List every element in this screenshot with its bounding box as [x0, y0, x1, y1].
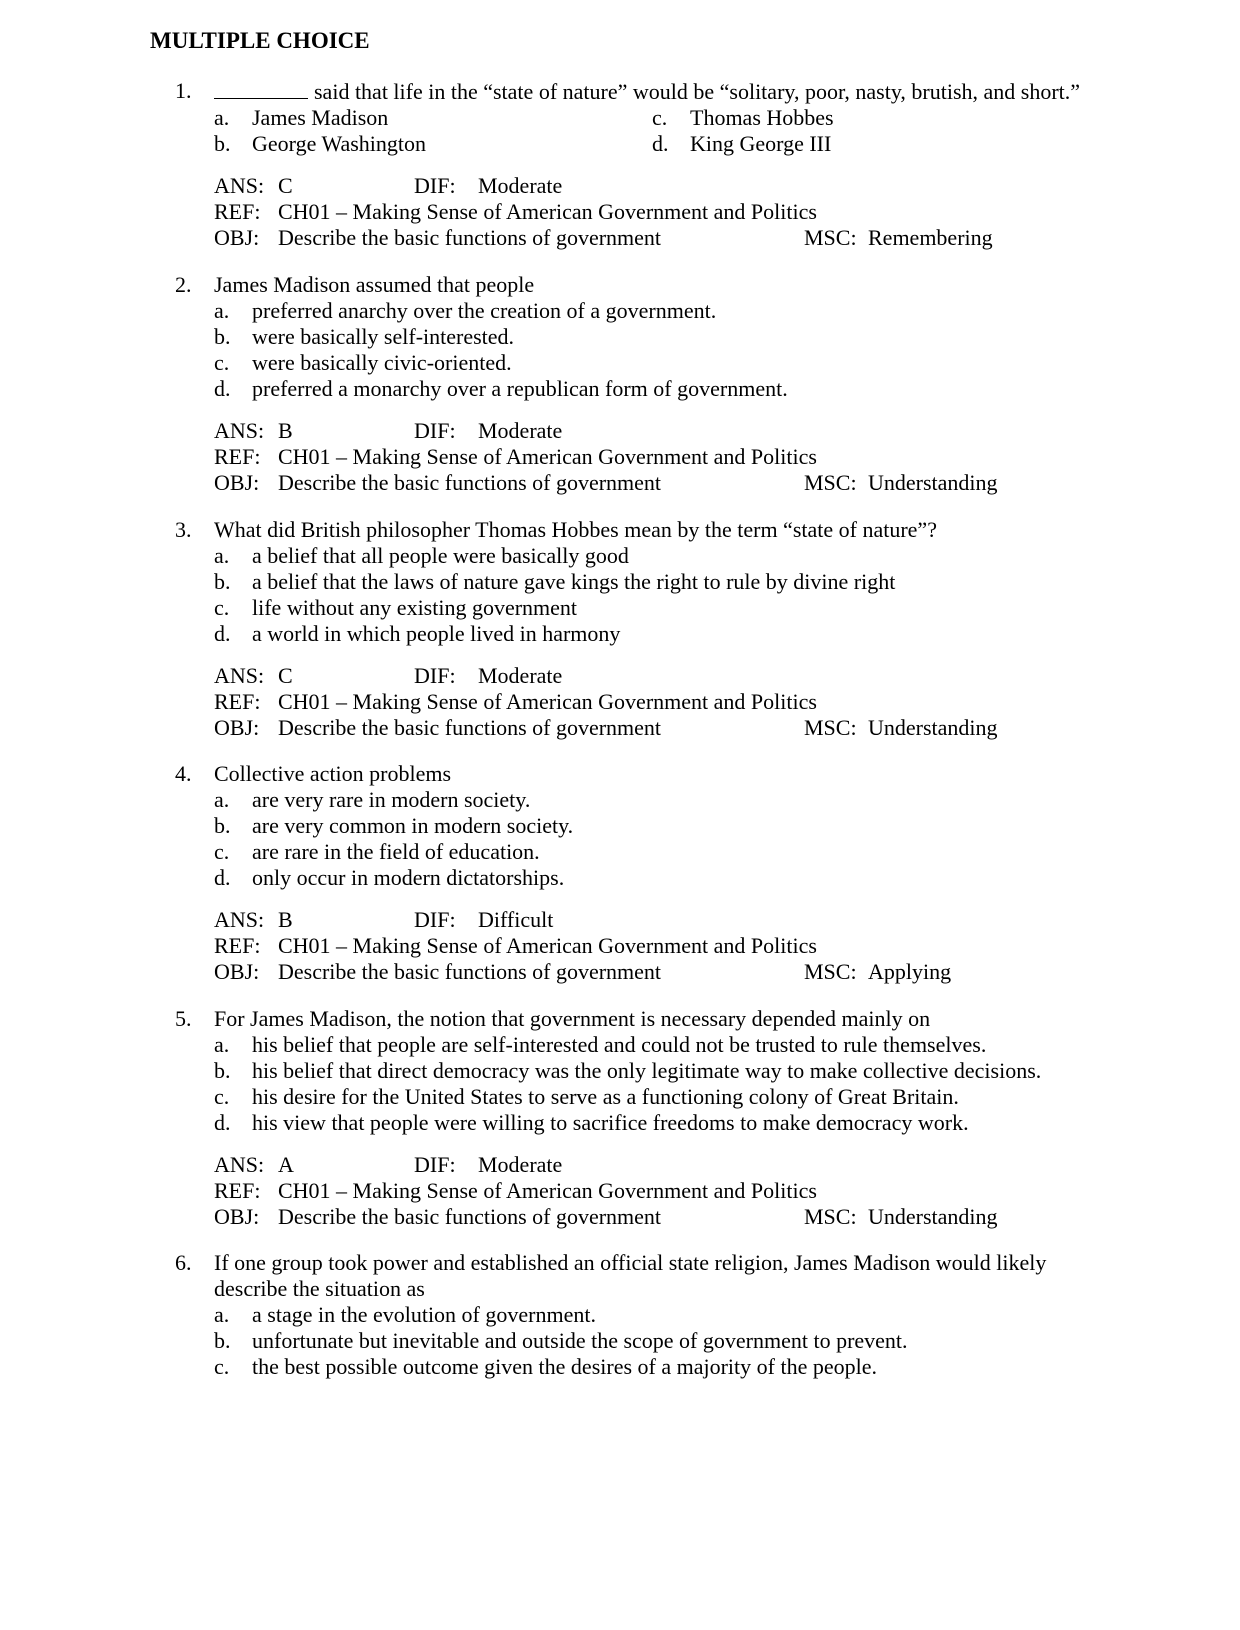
dif-value: Difficult [478, 907, 554, 932]
choice-text: George Washington [252, 131, 427, 156]
question-stem [150, 1006, 1210, 1032]
dif-label: DIF: [414, 418, 456, 443]
choice-b [214, 1058, 1210, 1084]
choice-text: preferred anarchy over the creation of a government. [252, 298, 717, 323]
ans-dif-row [214, 418, 1210, 444]
choice-text: are very rare in modern society. [252, 787, 531, 812]
choice-d [214, 865, 1210, 891]
msc-value: Understanding [868, 1204, 998, 1229]
ans-value: C [278, 663, 293, 688]
choice-letter: a. [214, 1302, 230, 1327]
choice-text: were basically self-interested. [252, 324, 515, 349]
choice-list [150, 1302, 1210, 1380]
choice-letter: a. [214, 105, 230, 130]
obj-value: Describe the basic functions of government [278, 1204, 662, 1229]
choice-d [214, 621, 1210, 647]
question-number: 3. [175, 517, 192, 542]
question-stem [150, 517, 1210, 543]
question-stem [150, 78, 1210, 105]
choice-text: unfortunate but inevitable and outside the scope of government to prevent. [252, 1328, 908, 1353]
choice-text: life without any existing government [252, 595, 578, 620]
choice-text: James Madison [252, 105, 389, 130]
question-text-line-2: describe the situation as [214, 1276, 425, 1301]
choice-letter: b. [214, 131, 231, 156]
answer-metadata [150, 173, 1210, 251]
choice-letter: d. [214, 865, 231, 890]
choice-letter: b. [214, 324, 231, 349]
answer-metadata [150, 663, 1210, 741]
question-number: 6. [175, 1250, 192, 1275]
ans-dif-row [214, 663, 1210, 689]
ans-value: A [278, 1152, 294, 1177]
choice-letter: b. [214, 1058, 231, 1083]
choice-a [214, 105, 652, 131]
choice-c [214, 595, 1210, 621]
question-text-line-1: If one group took power and established an official state religion, James Madison would likely [214, 1250, 1047, 1275]
choice-text: his belief that people are self-interested and could not be trusted to rule themselves. [252, 1032, 987, 1057]
choice-list [150, 543, 1210, 647]
choice-letter: c. [214, 595, 230, 620]
ans-label: ANS: [214, 1152, 265, 1177]
obj-label: OBJ: [214, 715, 260, 740]
choice-letter: c. [214, 1354, 230, 1379]
ref-label: REF: [214, 1178, 261, 1203]
question-1 [150, 78, 1210, 251]
dif-label: DIF: [414, 173, 456, 198]
choice-list [150, 298, 1210, 402]
choice-letter: b. [214, 813, 231, 838]
choice-text: Thomas Hobbes [690, 105, 834, 130]
choice-letter: c. [652, 105, 668, 130]
ref-row [214, 689, 1210, 715]
ans-value: B [278, 418, 293, 443]
ans-label: ANS: [214, 663, 265, 688]
choice-b [214, 131, 652, 157]
choice-text: were basically civic-oriented. [252, 350, 512, 375]
section-heading: MULTIPLE CHOICE [150, 28, 370, 53]
obj-value: Describe the basic functions of government [278, 715, 662, 740]
obj-value: Describe the basic functions of government [278, 225, 662, 250]
choice-letter: b. [214, 569, 231, 594]
ans-label: ANS: [214, 418, 265, 443]
ref-value: CH01 – Making Sense of American Government and Politics [278, 199, 817, 224]
obj-value: Describe the basic functions of government [278, 470, 662, 495]
answer-metadata [150, 418, 1210, 496]
msc-value: Applying [868, 959, 952, 984]
ans-dif-row [214, 1152, 1210, 1178]
choice-text: a stage in the evolution of government. [252, 1302, 596, 1327]
question-text: For James Madison, the notion that government is necessary depended mainly on [214, 1006, 931, 1031]
dif-value: Moderate [478, 663, 563, 688]
dif-label: DIF: [414, 663, 456, 688]
ref-row [214, 933, 1210, 959]
question-stem [150, 761, 1210, 787]
choice-letter: b. [214, 1328, 231, 1353]
choice-list [150, 105, 1210, 157]
ref-row [214, 1178, 1210, 1204]
obj-msc-row [214, 1204, 1210, 1230]
dif-label: DIF: [414, 907, 456, 932]
question-6 [150, 1250, 1210, 1380]
choice-text: a world in which people lived in harmony [252, 621, 621, 646]
msc-label: MSC: [804, 470, 857, 495]
choice-letter: d. [214, 1110, 231, 1135]
question-number: 4. [175, 761, 192, 786]
choice-letter: a. [214, 1032, 230, 1057]
answer-blank [214, 78, 308, 99]
choice-letter: a. [214, 543, 230, 568]
choice-b [214, 813, 1210, 839]
obj-msc-row [214, 470, 1210, 496]
question-5 [150, 1006, 1210, 1230]
ans-value: B [278, 907, 293, 932]
ref-label: REF: [214, 199, 261, 224]
choice-letter: a. [214, 298, 230, 323]
ref-label: REF: [214, 444, 261, 469]
ref-label: REF: [214, 933, 261, 958]
ref-value: CH01 – Making Sense of American Government and Politics [278, 444, 817, 469]
choice-a [214, 543, 1210, 569]
obj-msc-row [214, 715, 1210, 741]
question-number: 5. [175, 1006, 192, 1031]
dif-value: Moderate [478, 418, 563, 443]
question-2 [150, 272, 1210, 496]
choice-text: the best possible outcome given the desires of a majority of the people. [252, 1354, 878, 1379]
question-stem [150, 1250, 1210, 1302]
choice-text: are very common in modern society. [252, 813, 574, 838]
ref-row [214, 444, 1210, 470]
choice-c [214, 350, 1210, 376]
choice-text: are rare in the field of education. [252, 839, 540, 864]
dif-value: Moderate [478, 173, 563, 198]
choice-text: his belief that direct democracy was the only legitimate way to make collective decisions. [252, 1058, 1042, 1083]
msc-label: MSC: [804, 959, 857, 984]
answer-metadata [150, 907, 1210, 985]
obj-msc-row [214, 225, 1210, 251]
choice-letter: c. [214, 839, 230, 864]
ans-label: ANS: [214, 173, 265, 198]
msc-value: Understanding [868, 470, 998, 495]
obj-msc-row [214, 959, 1210, 985]
obj-label: OBJ: [214, 225, 260, 250]
choice-a [214, 1302, 1210, 1328]
ref-value: CH01 – Making Sense of American Government and Politics [278, 1178, 817, 1203]
choice-c [652, 105, 1052, 131]
choice-letter: c. [214, 350, 230, 375]
question-number: 2. [175, 272, 192, 297]
dif-value: Moderate [478, 1152, 563, 1177]
question-text: What did British philosopher Thomas Hobbes mean by the term “state of nature”? [214, 517, 937, 542]
choice-b [214, 324, 1210, 350]
choice-c [214, 1354, 1210, 1380]
choice-a [214, 787, 1210, 813]
choice-a [214, 1032, 1210, 1058]
choice-text: only occur in modern dictatorships. [252, 865, 565, 890]
msc-label: MSC: [804, 225, 857, 250]
question-3 [150, 517, 1210, 741]
msc-value: Remembering [868, 225, 993, 250]
choice-text: his view that people were willing to sacrifice freedoms to make democracy work. [252, 1110, 969, 1135]
choice-text: a belief that the laws of nature gave kings the right to rule by divine right [252, 569, 896, 594]
choice-a [214, 298, 1210, 324]
ref-value: CH01 – Making Sense of American Government and Politics [278, 689, 817, 714]
choice-d [214, 1110, 1210, 1136]
choice-b [214, 569, 1210, 595]
choice-text: a belief that all people were basically good [252, 543, 629, 568]
choice-letter: d. [214, 376, 231, 401]
choice-list [150, 1032, 1210, 1136]
ans-dif-row [214, 907, 1210, 933]
choice-letter: a. [214, 787, 230, 812]
ref-label: REF: [214, 689, 261, 714]
choice-c [214, 839, 1210, 865]
ref-row [214, 199, 1210, 225]
obj-label: OBJ: [214, 959, 260, 984]
choice-d [214, 376, 1210, 402]
obj-value: Describe the basic functions of government [278, 959, 662, 984]
ref-value: CH01 – Making Sense of American Government and Politics [278, 933, 817, 958]
question-stem [150, 272, 1210, 298]
msc-value: Understanding [868, 715, 998, 740]
ans-label: ANS: [214, 907, 265, 932]
dif-label: DIF: [414, 1152, 456, 1177]
ans-value: C [278, 173, 293, 198]
question-text: James Madison assumed that people [214, 272, 535, 297]
ans-dif-row [214, 173, 1210, 199]
obj-label: OBJ: [214, 470, 260, 495]
choice-letter: d. [214, 621, 231, 646]
choice-b [214, 1328, 1210, 1354]
question-text: Collective action problems [214, 761, 452, 786]
choice-text: his desire for the United States to serve as a functioning colony of Great Britain. [252, 1084, 959, 1109]
choice-list [150, 787, 1210, 891]
choice-letter: c. [214, 1084, 230, 1109]
answer-metadata [150, 1152, 1210, 1230]
choice-d [652, 131, 1052, 157]
question-4 [150, 761, 1210, 985]
msc-label: MSC: [804, 1204, 857, 1229]
choice-c [214, 1084, 1210, 1110]
obj-label: OBJ: [214, 1204, 260, 1229]
choice-letter: d. [652, 131, 669, 156]
question-number: 1. [175, 78, 192, 103]
choice-text: preferred a monarchy over a republican form of government. [252, 376, 788, 401]
question-text: said that life in the “state of nature” would be “solitary, poor, nasty, brutish, and short.” [314, 79, 1081, 104]
choice-text: King George III [690, 131, 832, 156]
msc-label: MSC: [804, 715, 857, 740]
